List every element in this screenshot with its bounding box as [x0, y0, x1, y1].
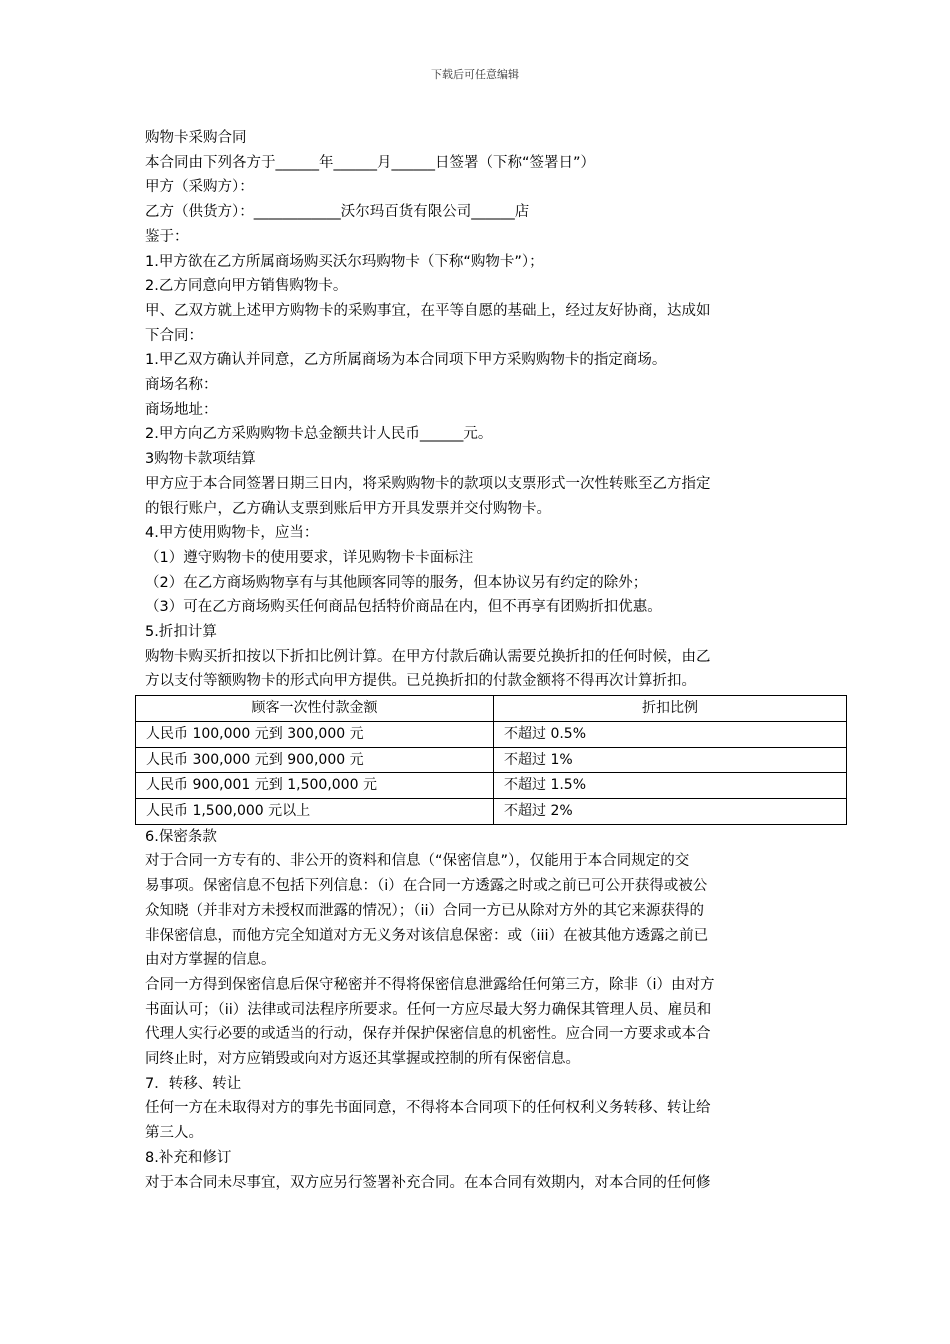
text-line: 易事项。保密信息不包括下列信息：（i）在合同一方透露之时或之前已可公开获得或被公	[145, 878, 708, 895]
text-line: 5.折扣计算	[145, 624, 217, 641]
text-line: 4.甲方使用购物卡，应当：	[145, 525, 319, 542]
text-line: 甲、乙双方就上述甲方购物卡的采购事宜，在平等自愿的基础上，经过友好协商，达成如	[145, 302, 711, 319]
text-line: 鉴于：	[145, 228, 189, 245]
table-cell-rate: 不超过 2%	[494, 798, 847, 824]
text-line: 的银行账户，乙方确认支票到账后甲方开具发票并交付购物卡。	[145, 500, 551, 517]
text-line: 商场名称：	[145, 377, 218, 394]
text-line: （2）在乙方商场购物享有与其他顾客同等的服务，但本协议另有约定的除外；	[145, 574, 648, 591]
text-line: 甲方应于本合同签署日期三日内，将采购购物卡的款项以支票形式一次性转账至乙方指定	[145, 475, 711, 492]
text-line: 对于本合同未尽事宜，双方应另行签署补充合同。在本合同有效期内，对本合同的任何修	[145, 1174, 711, 1191]
text-line: 商场地址：	[145, 401, 218, 418]
table-cell-rate: 不超过 1%	[494, 747, 847, 773]
table-row	[136, 798, 847, 824]
table-row	[136, 773, 847, 799]
table-cell-rate: 不超过 1.5%	[494, 773, 847, 799]
text-line: 众知晓（并非对方未授权而泄露的情况）；（ii）合同一方已从除对方外的其它来源获得的	[145, 902, 705, 919]
text-line: 购物卡购买折扣按以下折扣比例计算。在甲方付款后确认需要兑换折扣的任何时候，由乙	[145, 648, 711, 665]
text-line: 合同一方得到保密信息后保守秘密并不得将保密信息泄露给任何第三方，除非（i）由对方	[145, 976, 715, 993]
text-line: 同终止时，对方应销毁或向对方返还其掌握或控制的所有保密信息。	[145, 1051, 580, 1068]
text-line: 购物卡采购合同	[145, 130, 247, 146]
text-line: 非保密信息，而他方完全知道对方无义务对该信息保密：或（iii）在被其他方透露之前已	[145, 927, 709, 944]
contract-section-b	[145, 825, 810, 1196]
table-cell-rate: 不超过 0.5%	[494, 721, 847, 747]
table-header-row	[136, 696, 847, 722]
text-line: 对于合同一方专有的、非公开的资料和信息（“保密信息”），仅能用于本合同规定的交	[145, 853, 690, 870]
table-header-rate: 折扣比例	[494, 696, 847, 722]
text-line: 任何一方在未取得对方的事先书面同意，不得将本合同项下的任何权利义务转移、转让给	[145, 1100, 711, 1117]
table-row	[136, 721, 847, 747]
text-line: 2.甲方向乙方采购购物卡总金额共计人民币______元。	[145, 426, 493, 443]
text-line: 下合同：	[145, 327, 203, 344]
text-line: 第三人。	[145, 1125, 203, 1142]
text-line: （1）遵守购物卡的使用要求，详见购物卡卡面标注	[145, 549, 474, 566]
table-cell-amount: 人民币 100,000 元到 300,000 元	[136, 721, 494, 747]
text-line: 6.保密条款	[145, 828, 217, 845]
discount-table	[135, 695, 847, 825]
text-line: 方以支付等额购物卡的形式向甲方提供。已兑换折扣的付款金额将不得再次计算折扣。	[145, 673, 696, 690]
text-line: 由对方掌握的信息。	[145, 952, 276, 969]
text-line: 7．转移、转让	[145, 1075, 242, 1092]
text-line: 乙方（供货方）：____________沃尔玛百货有限公司______店	[145, 204, 530, 221]
contract-body	[145, 126, 810, 1195]
text-line: 1.甲乙双方确认并同意，乙方所属商场为本合同项下甲方采购购物卡的指定商场。	[145, 352, 667, 369]
text-line: 书面认可；（ii）法律或司法程序所要求。任何一方应尽最大努力确保其管理人员、雇员和	[145, 1001, 712, 1018]
text-line: 8.补充和修订	[145, 1149, 232, 1166]
table-cell-amount: 人民币 900,001 元到 1,500,000 元	[136, 773, 494, 799]
table-header-amount: 顾客一次性付款金额	[136, 696, 494, 722]
text-line: 甲方（采购方）：	[145, 179, 254, 196]
text-line: 1.甲方欲在乙方所属商场购买沃尔玛购物卡（下称“购物卡”）；	[145, 253, 544, 270]
table-cell-amount: 人民币 1,500,000 元以上	[136, 798, 494, 824]
table-row	[136, 747, 847, 773]
text-line: 代理人实行必要的或适当的行动，保存并保护保密信息的机密性。应合同一方要求或本合	[145, 1026, 711, 1043]
text-line: 2.乙方同意向甲方销售购物卡。	[145, 278, 348, 295]
contract-section-a	[145, 126, 810, 694]
table-cell-amount: 人民币 300,000 元到 900,000 元	[136, 747, 494, 773]
page-header: 下载后可任意编辑	[431, 68, 519, 81]
text-line: 3购物卡款项结算	[145, 451, 256, 468]
text-line: 本合同由下列各方于______年______月______日签署（下称“签署日”）	[145, 154, 596, 171]
text-line: （3）可在乙方商场购买任何商品包括特价商品在内，但不再享有团购折扣优惠。	[145, 599, 662, 616]
